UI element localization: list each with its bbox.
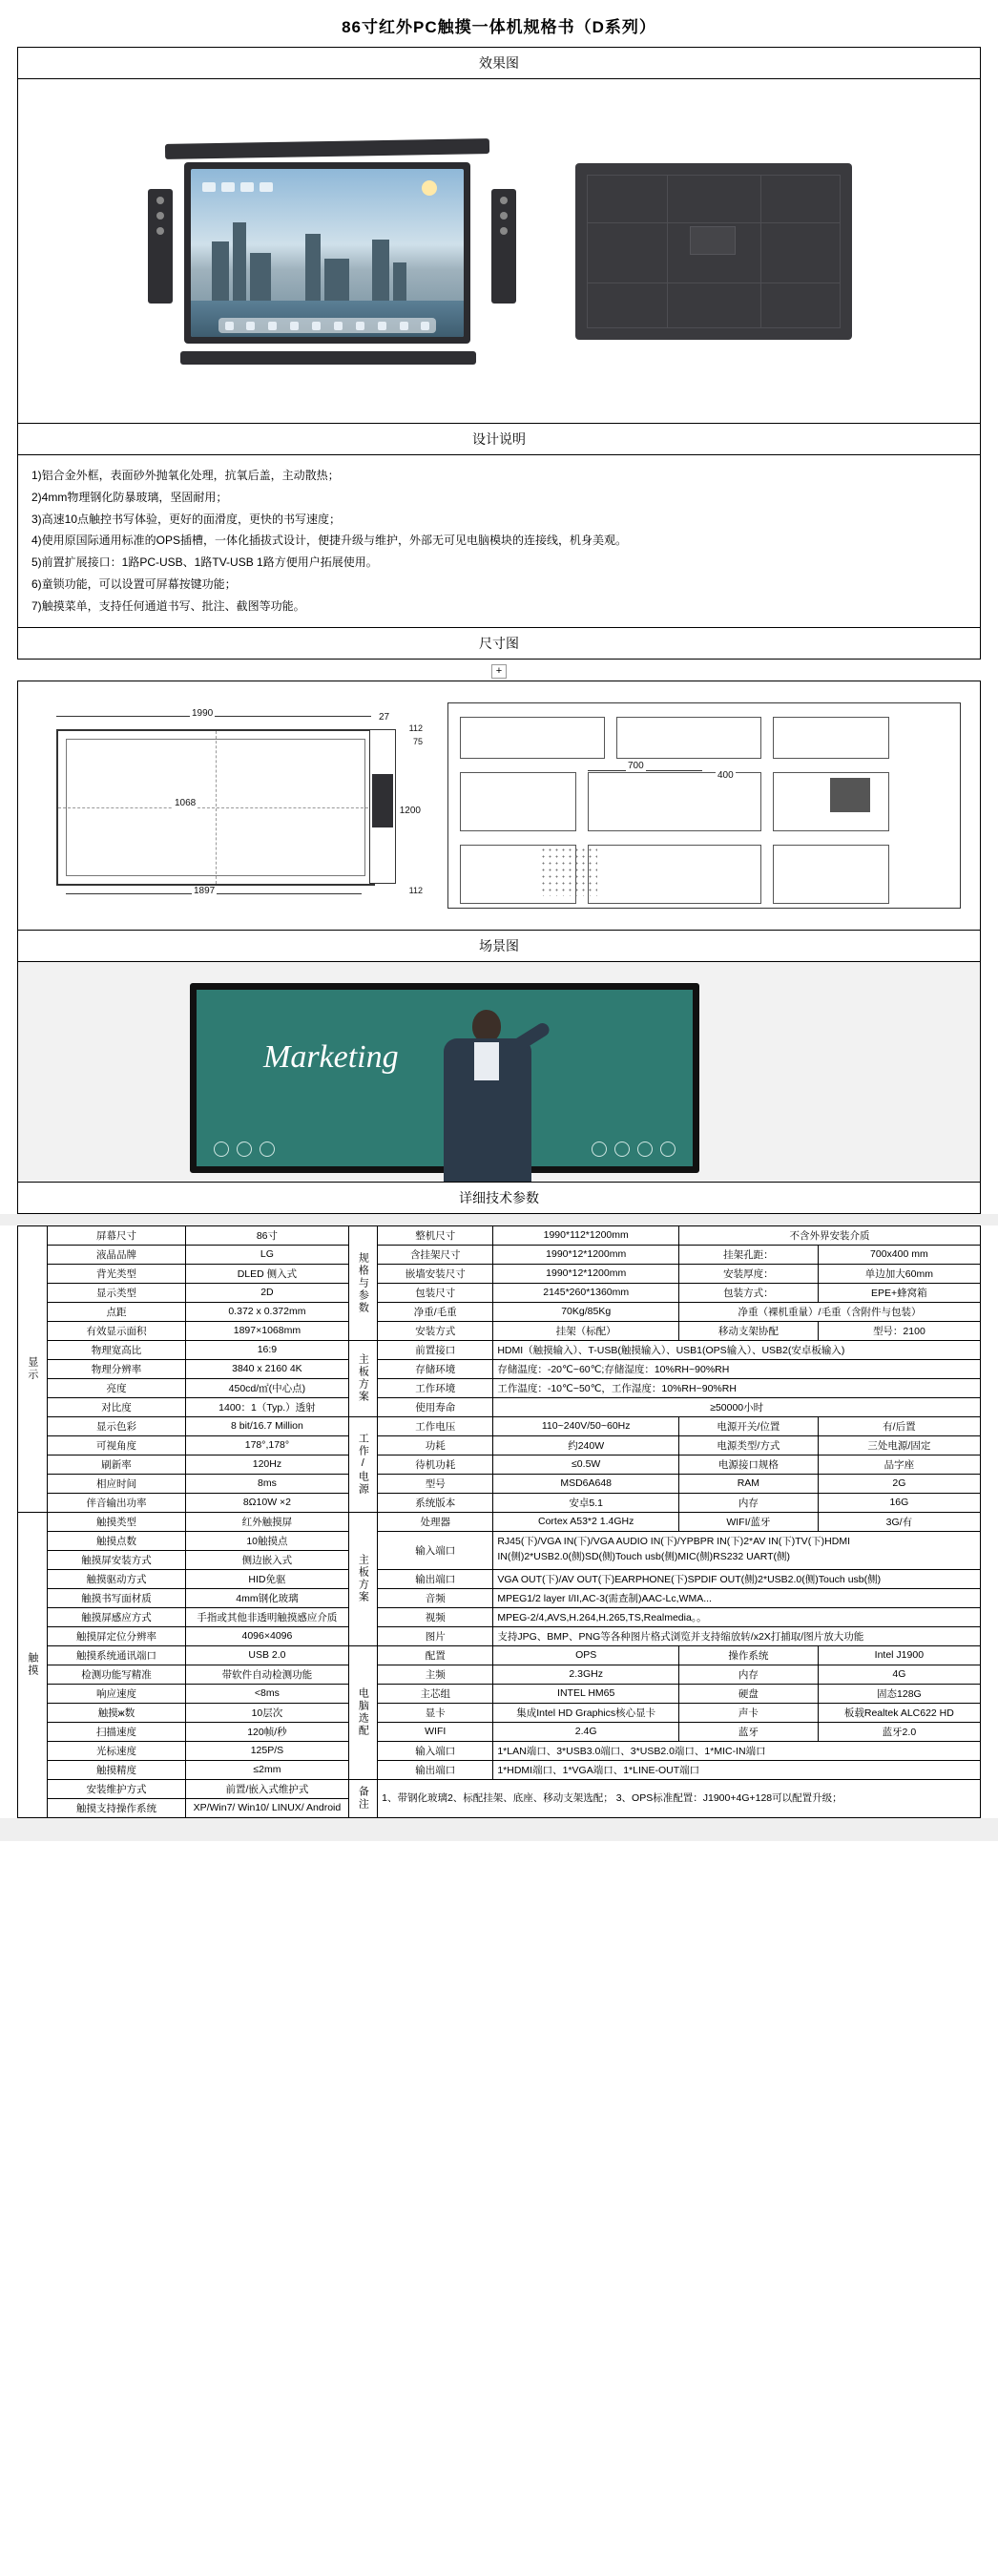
spec-label: 系统版本 <box>378 1493 493 1512</box>
spec-label: 安装维护方式 <box>47 1779 186 1798</box>
spec-label: 输出端口 <box>378 1569 493 1588</box>
spec-value: HID免驱 <box>186 1569 348 1588</box>
group-remark: 备注 <box>348 1779 378 1817</box>
spec-value: 1897×1068mm <box>186 1321 348 1340</box>
spec-label: 视频 <box>378 1607 493 1626</box>
spec-value: 2145*260*1360mm <box>493 1283 679 1302</box>
spec-value: 型号：2100 <box>818 1321 980 1340</box>
spec-value: 工作温度：-10℃~50℃，工作湿度：10%RH~90%RH <box>493 1378 981 1397</box>
spec-label: 电源接口规格 <box>679 1455 819 1474</box>
spec-label: 触摸精度 <box>47 1760 186 1779</box>
design-note: 3)高速10点触控书写体验，更好的面滑度，更快的书写速度； <box>31 512 342 526</box>
design-note: 2)4mm物理钢化防暴玻璃，坚固耐用； <box>31 490 228 504</box>
spec-value: MPEG1/2 layer I/II,AC-3(需查制)AAC-Lc,WMA... <box>493 1588 981 1607</box>
spec-value: 110~240V/50~60Hz <box>493 1416 679 1435</box>
spec-value: 不含外界安装介质 <box>679 1225 981 1245</box>
spec-value: 有/后置 <box>818 1416 980 1435</box>
design-note: 1)铝合金外框，表面砂外抛氧化处理，抗氧后盖，主动散热； <box>31 469 340 482</box>
spec-value: MPEG-2/4,AVS,H.264,H.265,TS,Realmedia。。 <box>493 1607 981 1626</box>
display-frame <box>184 162 470 344</box>
spec-label: 工作电压 <box>378 1416 493 1435</box>
design-note: 4)使用原国际通用标准的OPS插槽，一体化插拔式设计，便捷升级与维护，外部无可见电脑模块的连接线，机身美观。 <box>31 534 628 548</box>
spec-value: 红外触摸屏 <box>186 1512 348 1531</box>
dim-width-inner: 1897 <box>194 885 216 896</box>
spec-table-wrap <box>17 1225 981 1818</box>
spec-label: 屏幕尺寸 <box>47 1225 186 1245</box>
spec-label: 液晶品牌 <box>47 1245 186 1264</box>
spec-label: 硬盘 <box>679 1684 819 1703</box>
section-scene-title: 场景图 <box>18 931 980 962</box>
spec-value: 86寸 <box>186 1225 348 1245</box>
spec-label: 工作环境 <box>378 1378 493 1397</box>
spec-value: 1990*12*1200mm <box>493 1245 679 1264</box>
spec-value: ≤2mm <box>186 1760 348 1779</box>
spec-label: 响应速度 <box>47 1684 186 1703</box>
expand-row <box>0 660 998 681</box>
spec-value: USB 2.0 <box>186 1645 348 1665</box>
spec-label: 触摸驱动方式 <box>47 1569 186 1588</box>
section-design <box>17 424 981 628</box>
group-spec-params: 规格与参数 <box>348 1225 378 1340</box>
section-design-title: 设计说明 <box>18 424 980 455</box>
spec-value: 1*LAN端口、3*USB3.0端口、3*USB2.0端口、1*MIC-IN端口 <box>493 1741 981 1760</box>
spec-value: 固态128G <box>818 1684 980 1703</box>
wallmount-drawing <box>438 691 970 920</box>
spec-value: INTEL HM65 <box>493 1684 679 1703</box>
spec-label: 操作系统 <box>679 1645 819 1665</box>
group-board-scheme-2: 主板方案 <box>348 1512 378 1645</box>
spec-value: XP/Win7/ Win10/ LINUX/ Android <box>186 1798 348 1817</box>
spec-value: 板载Realtek ALC622 HD <box>818 1703 980 1722</box>
spec-value: 2.3GHz <box>493 1665 679 1684</box>
screen-content <box>191 169 464 337</box>
right-speaker <box>491 189 516 304</box>
spec-value: <8ms <box>186 1684 348 1703</box>
spec-label: 触摸书写面材质 <box>47 1588 186 1607</box>
spec-value: Intel J1900 <box>818 1645 980 1665</box>
spec-value: 侧边嵌入式 <box>186 1550 348 1569</box>
spec-label: WIFI <box>378 1722 493 1741</box>
spec-value: 3G/有 <box>818 1512 980 1531</box>
spec-label: 配置 <box>378 1645 493 1665</box>
spec-value: 4096×4096 <box>186 1626 348 1645</box>
dim-mount-v: 400 <box>717 769 734 781</box>
spec-label: 触摸点数 <box>47 1531 186 1550</box>
spec-label: 伴音输出功率 <box>47 1493 186 1512</box>
spec-label: 显示类型 <box>47 1283 186 1302</box>
spec-value: 蓝牙2.0 <box>818 1722 980 1741</box>
dim-side-c: 112 <box>408 885 423 895</box>
spec-label: 触摸支持操作系统 <box>47 1798 186 1817</box>
section-scene <box>17 931 981 1183</box>
spec-label: 型号 <box>378 1474 493 1493</box>
spec-label: 内存 <box>679 1665 819 1684</box>
spec-label: 可视角度 <box>47 1435 186 1455</box>
spec-value: 净重（裸机重量）/毛重（含附件与包装） <box>679 1302 981 1321</box>
spec-value: 集成Intel HD Graphics核心显卡 <box>493 1703 679 1722</box>
spec-label: 包装尺寸 <box>378 1283 493 1302</box>
spec-label: 图片 <box>378 1626 493 1645</box>
spec-label: 挂架孔距： <box>679 1245 819 1264</box>
design-note: 5)前置扩展接口：1路PC-USB、1路TV-USB 1路方便用户拓展使用。 <box>31 555 378 570</box>
page-title: 86寸红外PC触摸一体机规格书（D系列） <box>342 18 656 36</box>
spec-label: 亮度 <box>47 1378 186 1397</box>
spec-label: 电源开关/位置 <box>679 1416 819 1435</box>
spec-label: 功耗 <box>378 1435 493 1455</box>
design-note: 7)触摸菜单，支持任何通道书写、批注、截图等功能。 <box>31 598 305 613</box>
screen-toolbar <box>202 182 273 192</box>
spec-value: 支持JPG、BMP、PNG等各种图片格式浏览并支持缩放转/x2X打捕取/图片放大功能 <box>493 1626 981 1645</box>
spec-value: 1990*12*1200mm <box>493 1264 679 1283</box>
spec-label: 光标速度 <box>47 1741 186 1760</box>
spec-label: 物理分辨率 <box>47 1359 186 1378</box>
spec-value: EPE+蜂窝箱 <box>818 1283 980 1302</box>
spec-value: 2.4G <box>493 1722 679 1741</box>
spec-value: 4mm钢化玻璃 <box>186 1588 348 1607</box>
spec-label: 有效显示面积 <box>47 1321 186 1340</box>
spec-value: 单边加大60mm <box>818 1264 980 1283</box>
spec-value: 2D <box>186 1283 348 1302</box>
spec-value: RJ45(下)/VGA IN(下)/VGA AUDIO IN(下)/YPBPR IN(下)2*AV IN(下)TV(下)HDMI IN(侧)2*USB2.0(侧)SD(侧)Touch usb(侧)MIC(侧)RS232 UART(侧) <box>493 1531 981 1569</box>
spec-label: 主频 <box>378 1665 493 1684</box>
spec-value: 8Ω10W ×2 <box>186 1493 348 1512</box>
top-bracket <box>165 138 489 159</box>
sun-icon <box>422 180 437 196</box>
presenter-figure <box>428 1010 543 1182</box>
spec-label: 使用寿命 <box>378 1397 493 1416</box>
spec-value: 三处电源/固定 <box>818 1435 980 1455</box>
spec-value: MSD6A648 <box>493 1474 679 1493</box>
section-effect-title: 效果图 <box>18 48 980 79</box>
spec-value: 10层次 <box>186 1703 348 1722</box>
spec-label: 物理宽高比 <box>47 1340 186 1359</box>
group-pc-options: 电脑选配 <box>348 1645 378 1779</box>
design-note: 6)童锁功能，可以设置可屏幕按键功能； <box>31 576 237 591</box>
spec-label: 蓝牙 <box>679 1722 819 1741</box>
panel-outline <box>56 729 375 886</box>
spec-value: VGA OUT(下)/AV OUT(下)EARPHONE(下)SPDIF OUT(侧)2*USB2.0(侧)Touch usb(侧) <box>493 1569 981 1588</box>
spec-label: 输出端口 <box>378 1760 493 1779</box>
spec-value: 前置/嵌入式维护式 <box>186 1779 348 1798</box>
spec-label: 净重/毛重 <box>378 1302 493 1321</box>
remark-text: 1、带钢化玻璃2、标配挂架、底座、移动支架选配； 3、OPS标准配置：J1900+4G+128可以配置升级； <box>378 1779 981 1817</box>
vesa-plate <box>690 226 736 255</box>
spec-value: 70Kg/85Kg <box>493 1302 679 1321</box>
spec-label: 触摸屏定位分辨率 <box>47 1626 186 1645</box>
spec-label: 背光类型 <box>47 1264 186 1283</box>
spec-label: 扫描速度 <box>47 1722 186 1741</box>
spec-label: 检测功能写精准 <box>47 1665 186 1684</box>
spec-label: 主芯组 <box>378 1684 493 1703</box>
spec-value: 3840 x 2160 4K <box>186 1359 348 1378</box>
group-power: 工作/电源 <box>348 1416 378 1512</box>
spec-value: 挂架（标配） <box>493 1321 679 1340</box>
section-size-drawing <box>17 681 981 931</box>
dim-height-inner: 1068 <box>175 797 197 808</box>
spec-label: 输入端口 <box>378 1531 493 1569</box>
dim-depth-top: 27 <box>379 711 390 723</box>
spec-value: 带软件自动检测功能 <box>186 1665 348 1684</box>
spec-label: 声卡 <box>679 1703 819 1722</box>
spec-label: 包装方式： <box>679 1283 819 1302</box>
spec-value: HDMI（触摸输入）、T-USB(触摸输入）、USB1(OPS输入）、USB2(安卓板输入) <box>493 1340 981 1359</box>
left-speaker <box>148 189 173 304</box>
spec-label: 电源类型/方式 <box>679 1435 819 1455</box>
spec-label: 存储环境 <box>378 1359 493 1378</box>
spec-label: 显示色彩 <box>47 1416 186 1435</box>
spec-value: 125P/S <box>186 1741 348 1760</box>
spec-table <box>17 1225 981 1818</box>
spec-label: 前置接口 <box>378 1340 493 1359</box>
spec-value: 700x400 mm <box>818 1245 980 1264</box>
group-display: 显示 <box>18 1225 48 1512</box>
spec-value: 178°,178° <box>186 1435 348 1455</box>
bottom-bracket <box>180 351 476 365</box>
spec-value: 120Hz <box>186 1455 348 1474</box>
spec-value: 16G <box>818 1493 980 1512</box>
spec-label: 移动支架协配 <box>679 1321 819 1340</box>
spec-value: 4G <box>818 1665 980 1684</box>
spec-label: 触摸系统通讯端口 <box>47 1645 186 1665</box>
spec-label: 点距 <box>47 1302 186 1321</box>
spec-label: 音频 <box>378 1588 493 1607</box>
spec-value: 手指或其他非透明触摸感应介质 <box>186 1607 348 1626</box>
spec-label: 触摸ж数 <box>47 1703 186 1722</box>
product-front-view <box>146 132 518 370</box>
spec-label: 待机功耗 <box>378 1455 493 1474</box>
scene-image <box>18 962 980 1182</box>
spec-value: 存储温度：-20℃~60℃;存储湿度：10%RH~90%RH <box>493 1359 981 1378</box>
spec-value: 1400：1（Typ.）透射 <box>186 1397 348 1416</box>
spec-value: Cortex A53*2 1.4GHz <box>493 1512 679 1531</box>
spec-value: 120帧/秒 <box>186 1722 348 1741</box>
spec-label: 触摸类型 <box>47 1512 186 1531</box>
group-touch: 触摸 <box>18 1512 48 1817</box>
spec-value: 0.372 x 0.372mm <box>186 1302 348 1321</box>
expand-button[interactable]: + <box>491 664 507 679</box>
spec-value: OPS <box>493 1645 679 1665</box>
section-effect <box>17 47 981 424</box>
spec-label: 处理器 <box>378 1512 493 1531</box>
spec-label: 安装厚度： <box>679 1264 819 1283</box>
section-specs-title: 详细技术参数 <box>17 1183 981 1214</box>
section-size-title: 尺寸图 <box>17 628 981 660</box>
spec-value: 8ms <box>186 1474 348 1493</box>
dim-side-a: 112 <box>408 723 423 733</box>
spec-value: 安卓5.1 <box>493 1493 679 1512</box>
size-drawing-area <box>18 681 980 930</box>
spec-value: 450cd/㎡(中心点) <box>186 1378 348 1397</box>
spec-label: 整机尺寸 <box>378 1225 493 1245</box>
spec-value: 1*HDMI端口、1*VGA端口、1*LINE-OUT端口 <box>493 1760 981 1779</box>
spec-label: 输入端口 <box>378 1741 493 1760</box>
dim-side-b: 75 <box>412 736 423 746</box>
spec-label: 触摸屏安装方式 <box>47 1550 186 1569</box>
spec-value: 16:9 <box>186 1340 348 1359</box>
dim-mount-h: 700 <box>628 760 644 771</box>
front-dimension-drawing <box>28 691 428 920</box>
spec-value: ≤0.5W <box>493 1455 679 1474</box>
dim-side-height: 1200 <box>399 805 421 816</box>
spec-label: RAM <box>679 1474 819 1493</box>
side-view <box>369 729 396 884</box>
effect-images <box>18 79 980 423</box>
spec-label: WIFI/蓝牙 <box>679 1512 819 1531</box>
wallmount-outline <box>447 702 961 909</box>
product-back-view <box>575 163 852 340</box>
board-handwriting: Marketing <box>263 1038 399 1075</box>
spec-label: 内存 <box>679 1493 819 1512</box>
spec-label: 对比度 <box>47 1397 186 1416</box>
spec-label: 安装方式 <box>378 1321 493 1340</box>
spec-value: 1990*112*1200mm <box>493 1225 679 1245</box>
design-notes <box>18 455 980 627</box>
dim-width-total: 1990 <box>192 707 214 719</box>
spec-value: 8 bit/16.7 Million <box>186 1416 348 1435</box>
screen-dock <box>218 318 437 333</box>
spec-label: 嵌墙安装尺寸 <box>378 1264 493 1283</box>
spec-label: 触摸屏感应方式 <box>47 1607 186 1626</box>
spec-value: 10触摸点 <box>186 1531 348 1550</box>
spec-label: 相应时间 <box>47 1474 186 1493</box>
spec-value: 品字座 <box>818 1455 980 1474</box>
spec-label: 含挂架尺寸 <box>378 1245 493 1264</box>
group-board-scheme: 主板方案 <box>348 1340 378 1416</box>
spec-value: DLED 侧入式 <box>186 1264 348 1283</box>
spec-label: 显卡 <box>378 1703 493 1722</box>
spec-value: ≥50000小时 <box>493 1397 981 1416</box>
spec-value: LG <box>186 1245 348 1264</box>
spec-value: 2G <box>818 1474 980 1493</box>
spec-label: 刷新率 <box>47 1455 186 1474</box>
spec-value: 约240W <box>493 1435 679 1455</box>
